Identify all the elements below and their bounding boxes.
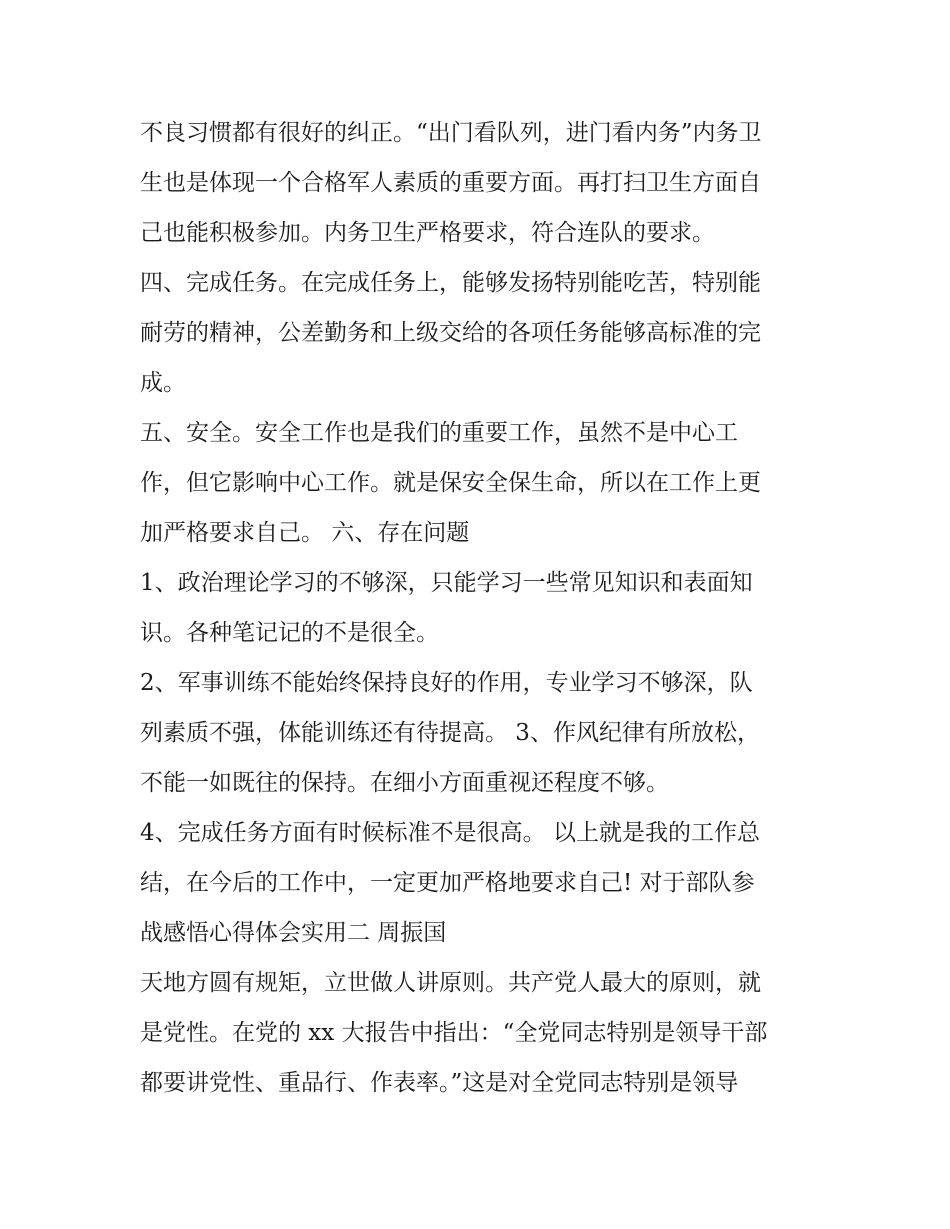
text-line: 2、军事训练不能始终保持良好的作用，专业学习不够深，队 (140, 670, 753, 696)
text-line: 都要讲党性、重品行、作表率。”这是对全党同志特别是领导 (140, 1070, 739, 1096)
text-line: 是党性。在党的 xx 大报告中指出：“全党同志特别是领导干部 (140, 1020, 768, 1046)
text-line: 不良习惯都有很好的纠正。“出门看队列，进门看内务”内务卫 (140, 120, 762, 146)
text-line: 成。 (140, 370, 186, 396)
text-line: 四、完成任务。在完成任务上，能够发扬特别能吃苦，特别能 (140, 270, 761, 296)
text-line: 不能一如既往的保持。在细小方面重视还程度不够。 (140, 770, 669, 796)
text-line: 己也能积极参加。内务卫生严格要求，符合连队的要求。 (140, 220, 715, 246)
text-line: 战感悟心得体会实用二 周振国 (140, 920, 447, 946)
text-line: 耐劳的精神，公差勤务和上级交给的各项任务能够高标准的完 (140, 320, 761, 346)
text-line: 生也是体现一个合格军人素质的重要方面。再打扫卫生方面自 (140, 170, 761, 196)
text-line: 结，在今后的工作中，一定更加严格地要求自己! 对于部队参 (140, 870, 755, 896)
text-line: 五、安全。安全工作也是我们的重要工作，虽然不是中心工 (140, 420, 738, 446)
text-line: 作，但它影响中心工作。就是保安全保生命，所以在工作上更 (140, 470, 761, 496)
text-line: 1、政治理论学习的不够深，只能学习一些常见知识和表面知 (140, 570, 753, 596)
text-line: 列素质不强，体能训练还有待提高。 3、作风纪律有所放松， (140, 720, 760, 746)
text-line: 加严格要求自己。 六、存在问题 (140, 520, 470, 546)
document-body (140, 108, 830, 1108)
text-line: 识。各种笔记记的不是很全。 (140, 620, 439, 646)
text-line: 天地方圆有规矩，立世做人讲原则。共产党人最大的原则，就 (140, 970, 761, 996)
text-line: 4、完成任务方面有时候标准不是很高。 以上就是我的工作总 (140, 820, 760, 846)
